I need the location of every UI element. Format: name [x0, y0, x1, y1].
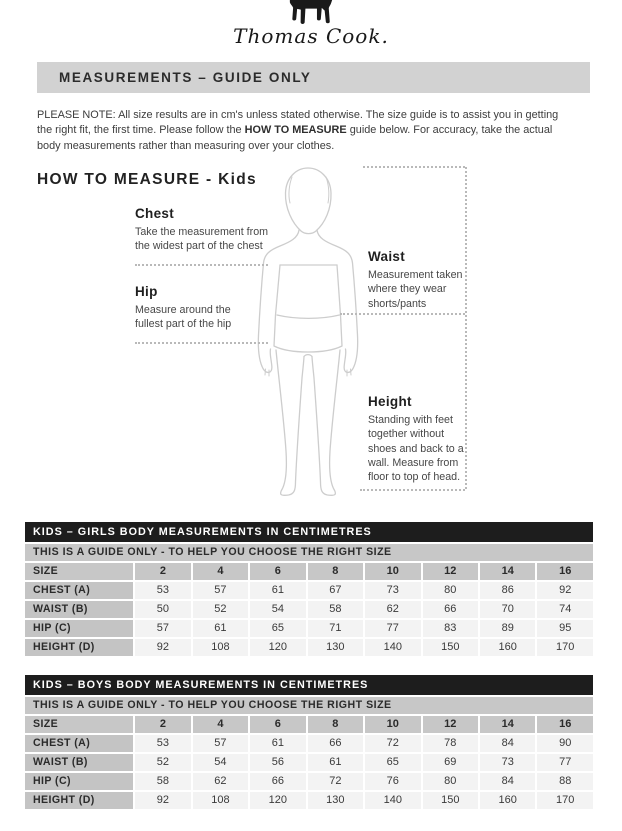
measurement-value-cell: 170 [537, 792, 593, 809]
measurement-value-cell: 130 [308, 792, 363, 809]
measurement-value-cell: 86 [480, 582, 535, 599]
measurement-value-cell: 92 [135, 639, 190, 656]
measurement-value-cell: 95 [537, 620, 593, 637]
height-instructions: Standing with feet together without shoes and back to a wall. Measure from floor to top of head. [368, 414, 464, 484]
measurement-value-cell: 66 [308, 735, 363, 752]
size-value-cell: 14 [480, 563, 535, 580]
measurement-value-cell: 140 [365, 792, 420, 809]
measurement-value-cell: 80 [423, 773, 478, 790]
how-to-measure-heading: HOW TO MEASURE - Kids [37, 171, 257, 188]
size-value-cell: 4 [193, 716, 248, 733]
height-floor-guide-line [360, 489, 465, 491]
measurement-row-label: HEIGHT (D) [25, 792, 133, 809]
size-value-cell: 8 [308, 716, 363, 733]
measurement-value-cell: 160 [480, 792, 535, 809]
measurement-value-cell: 66 [250, 773, 305, 790]
size-value-cell: 4 [193, 563, 248, 580]
measurement-value-cell: 61 [308, 754, 363, 771]
measurement-value-cell: 61 [250, 582, 305, 599]
measurement-value-cell: 58 [308, 601, 363, 618]
chest-annotation [135, 206, 273, 254]
measurement-value-cell: 70 [480, 601, 535, 618]
measurement-value-cell: 77 [537, 754, 593, 771]
note-line-1: PLEASE NOTE: All size results are in cm's unless stated otherwise. The size guide is to assist you in getting [37, 109, 559, 121]
size-value-cell: 2 [135, 563, 190, 580]
how-to-measure-emphasis: HOW TO MEASURE [244, 124, 347, 137]
hip-guide-line [135, 342, 268, 344]
girls-measurements-table [23, 520, 595, 658]
measurement-row [25, 754, 593, 771]
measurement-row [25, 792, 593, 809]
note-line-3: body measurements rather than measuring over your clothes. [37, 139, 335, 152]
measurement-value-cell: 54 [250, 601, 305, 618]
measurement-row-label: HIP (C) [25, 620, 133, 637]
measurement-row-label: WAIST (B) [25, 601, 133, 618]
measurement-value-cell: 84 [480, 735, 535, 752]
girls-table-title: KIDS – GIRLS BODY MEASUREMENTS IN CENTIMETRES [25, 522, 593, 542]
size-value-cell: 10 [365, 716, 420, 733]
measurement-row [25, 582, 593, 599]
measurement-value-cell: 58 [135, 773, 190, 790]
measurement-value-cell: 108 [193, 639, 248, 656]
measurement-value-cell: 74 [537, 601, 593, 618]
measurement-value-cell: 71 [308, 620, 363, 637]
brand-logo [0, 0, 622, 47]
measurement-value-cell: 62 [193, 773, 248, 790]
measurement-value-cell: 120 [250, 792, 305, 809]
size-row [25, 716, 593, 733]
waist-guide-line [340, 313, 465, 315]
brand-wordmark: Thomas Cook. [233, 24, 389, 48]
measurement-value-cell: 83 [423, 620, 478, 637]
girls-table-subtitle: THIS IS A GUIDE ONLY - TO HELP YOU CHOOSE THE RIGHT SIZE [25, 544, 593, 561]
measurement-value-cell: 69 [423, 754, 478, 771]
please-note-paragraph [37, 108, 558, 154]
size-value-cell: 6 [250, 563, 305, 580]
measurement-row-label: CHEST (A) [25, 735, 133, 752]
hip-annotation [135, 284, 260, 332]
measurement-value-cell: 57 [193, 582, 248, 599]
size-value-cell: 2 [135, 716, 190, 733]
height-head-guide-line [363, 166, 465, 168]
measurement-value-cell: 65 [365, 754, 420, 771]
measurement-value-cell: 53 [135, 735, 190, 752]
measurement-value-cell: 65 [250, 620, 305, 637]
measurement-value-cell: 77 [365, 620, 420, 637]
height-label: Height [368, 394, 412, 409]
measurement-value-cell: 120 [250, 639, 305, 656]
horse-icon [288, 0, 334, 25]
chest-guide-line [135, 264, 268, 266]
hip-label: Hip [135, 284, 158, 299]
measurement-value-cell: 140 [365, 639, 420, 656]
measurement-value-cell: 84 [480, 773, 535, 790]
measurement-value-cell: 80 [423, 582, 478, 599]
measurement-value-cell: 76 [365, 773, 420, 790]
boys-measurements-table [23, 673, 595, 811]
measurement-value-cell: 67 [308, 582, 363, 599]
measurement-value-cell: 72 [365, 735, 420, 752]
measurement-row-label: HEIGHT (D) [25, 639, 133, 656]
measurement-value-cell: 56 [250, 754, 305, 771]
height-annotation [368, 394, 472, 484]
measurement-row [25, 620, 593, 637]
waist-label: Waist [368, 249, 406, 264]
measurement-row-label: WAIST (B) [25, 754, 133, 771]
measurement-value-cell: 150 [423, 792, 478, 809]
chest-label: Chest [135, 206, 175, 221]
size-value-cell: 12 [423, 716, 478, 733]
size-value-cell: 16 [537, 563, 593, 580]
measurement-value-cell: 78 [423, 735, 478, 752]
size-value-cell: 8 [308, 563, 363, 580]
waist-instructions: Measurement taken where they wear shorts/pants [368, 269, 463, 310]
chest-instructions: Take the measurement from the widest part of the chest [135, 226, 269, 253]
measurement-value-cell: 72 [308, 773, 363, 790]
waist-annotation [368, 249, 468, 311]
measurement-value-cell: 160 [480, 639, 535, 656]
measurement-value-cell: 57 [135, 620, 190, 637]
size-value-cell: 16 [537, 716, 593, 733]
measurement-value-cell: 92 [537, 582, 593, 599]
size-row [25, 563, 593, 580]
page-title: MEASUREMENTS – GUIDE ONLY [59, 70, 312, 85]
boys-table-title: KIDS – BOYS BODY MEASUREMENTS IN CENTIMETRES [25, 675, 593, 695]
measurement-value-cell: 53 [135, 582, 190, 599]
measurement-value-cell: 52 [135, 754, 190, 771]
note-line-2: the right fit, the first time. Please follow the HOW TO MEASURE guide below. For accuracy, take the actual [37, 124, 553, 137]
boys-table-subtitle: THIS IS A GUIDE ONLY - TO HELP YOU CHOOSE THE RIGHT SIZE [25, 697, 593, 714]
measurement-value-cell: 89 [480, 620, 535, 637]
measurement-value-cell: 92 [135, 792, 190, 809]
measurement-value-cell: 73 [365, 582, 420, 599]
measurement-value-cell: 90 [537, 735, 593, 752]
size-value-cell: 12 [423, 563, 478, 580]
size-value-cell: 10 [365, 563, 420, 580]
size-value-cell: 14 [480, 716, 535, 733]
measurement-value-cell: 66 [423, 601, 478, 618]
measurement-value-cell: 52 [193, 601, 248, 618]
measurement-value-cell: 130 [308, 639, 363, 656]
measurement-value-cell: 88 [537, 773, 593, 790]
page-title-bar [37, 62, 590, 93]
size-value-cell: 6 [250, 716, 305, 733]
measurement-value-cell: 150 [423, 639, 478, 656]
measurement-row-label: HIP (C) [25, 773, 133, 790]
measurement-value-cell: 50 [135, 601, 190, 618]
size-row-label: SIZE [25, 563, 133, 580]
measurement-row [25, 773, 593, 790]
measurement-value-cell: 61 [193, 620, 248, 637]
height-vertical-guide-line [465, 167, 467, 489]
measurement-value-cell: 57 [193, 735, 248, 752]
measurement-row [25, 601, 593, 618]
measurement-value-cell: 54 [193, 754, 248, 771]
measurement-row [25, 735, 593, 752]
measurement-value-cell: 62 [365, 601, 420, 618]
measurement-row [25, 639, 593, 656]
measurement-value-cell: 170 [537, 639, 593, 656]
measurement-value-cell: 73 [480, 754, 535, 771]
measurement-value-cell: 108 [193, 792, 248, 809]
hip-instructions: Measure around the fullest part of the hip [135, 304, 232, 331]
measurement-value-cell: 61 [250, 735, 305, 752]
size-row-label: SIZE [25, 716, 133, 733]
measurement-row-label: CHEST (A) [25, 582, 133, 599]
